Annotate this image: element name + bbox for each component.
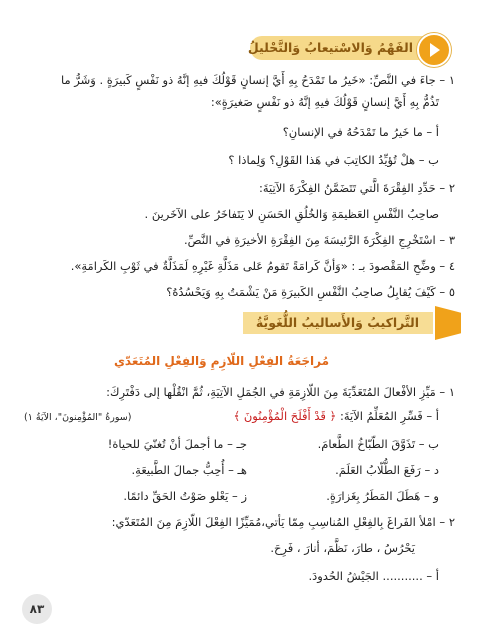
citation: (سورةُ "المُؤْمِنونَ"، الآيَةُ ١) [24, 412, 132, 423]
question-line: أ – ........... الجَيْشُ الحُدودَ. [308, 569, 439, 583]
question-line: ٤ – وضِّحِ المَقْصودَ بـ : «وَأنَّ كَرامَةً تَقومُ عَلى مَذَلَّةِ غَيْرِهِ لَمَذَلَّةٌ في ثَوْبِ الكَرامَةِ». [70, 259, 455, 273]
question-line: أ – ما خَيرُ ما تَمْدَحُهُ في الإنسانِ؟ [282, 125, 439, 139]
question-line: ٢ – حَدِّدِ الفِقْرَةَ الَّتي تَتَضَمَّنُ الفِكْرَةَ الآتِيَةَ: [258, 181, 455, 195]
question-line: ب – هلْ تُؤيِّدُ الكاتِبَ في هَذا القَوْلِ؟ وَلِماذا ؟ [228, 153, 439, 167]
question-line: ٥ – كَيْفَ يُقابِلُ صاحِبُ النَّفْسِ الكَبيرَةِ مَنْ يَشْمَتُ بِهِ وَيَحْسُدُهُ؟ [166, 285, 455, 299]
quran-verse: ﴿ قَدْ أَفْلَحَ الْمُؤْمِنُونَ ﴾ [233, 409, 337, 423]
sentence: و – هَطَلَ المَطَرُ بِغَزارَةٍ. [326, 489, 439, 503]
question-line: ٣ – اسْتَخْرِجِ الفِكْرَةَ الرَّئيسَةَ مِنَ الفِقْرَةِ الأخيرَةِ في النَّصِّ. [183, 233, 455, 247]
sentence: ز – يَعْلو صَوْتُ الحَقِّ دائمًا. [123, 489, 247, 503]
question-line: ١ – مَيِّزِ الأفْعالَ المُتَعَدِّيَةَ مِنَ اللّازِمَةِ في الجُمَلِ الآتِيَةِ، ثُمَّ انْقُلْها إلى دَفْتَرِكَ: [106, 385, 455, 399]
banner-tab-icon [435, 306, 461, 340]
blank-field: ........... [382, 569, 423, 583]
sentence: جـ – ما أجملَ أنْ تُغنّيَ للحياة! [107, 437, 247, 451]
sentence: د – رَفَعَ الطُّلّابُ العَلَمَ. [335, 463, 439, 477]
question-line: تَذُمُّ بِهِ أَيَّ إنسانٍ قَوْلُكَ فيهِ إنَّهُ ذو نَفْسٍ صَغيرَةٍ»: [210, 95, 439, 109]
sentence: ب – تَذَوَّقَ الطّبّاخُ الطَّعامَ. [317, 437, 439, 451]
play-icon [417, 33, 451, 67]
section-title: الفَهْمُ وَالاسْتيعابُ وَالتَّحْليلُ [247, 40, 413, 55]
question-line: ١ – جاءَ في النَّصِّ: «خَيرُ ما تَمْدَحُ بِهِ أَيَّ إنسانٍ قَوْلُكَ فيهِ إنَّهُ ذو نَفْسٍ كَبيرَةٍ . وَشَرُّ ما [60, 73, 455, 87]
section-title: التَّراكيبُ وَالأَساليبُ اللُّغَويَّةُ [255, 315, 419, 330]
question-line: ٢ – امْلأ الفَراغَ بِالفِعْلِ المُناسِبِ مِمّا يَأتي،مُمَيِّزًا الفِعْلَ اللّازِمَ مِنَ المُتَعَدّي: [111, 515, 455, 529]
page-number: ٨٣ [22, 594, 52, 624]
word-bank: يَحْرُسُ ، طارَ، نَظَّمَ، أنارَ ، فَرِحَ. [270, 541, 415, 555]
subsection-title: مُراجَعَةُ الفِعْلِ اللّازِمِ وَالفِعْلِ المُتَعَدّي [113, 354, 329, 368]
sentence: هـ – أُحِبُّ جمالَ الطَّبيعَةِ. [131, 463, 247, 477]
question-line: أ – فَسِّرِ المُعَلِّمُ الآيَةَ: ﴿ قَدْ أَفْلَحَ الْمُؤْمِنُونَ ﴾ [233, 409, 439, 423]
question-line: صاحِبُ النَّفْسِ العَظيمَةِ وَالخُلُقِ الحَسَنِ لا يَتَفاخَرُ على الآخَرينَ . [144, 207, 439, 221]
